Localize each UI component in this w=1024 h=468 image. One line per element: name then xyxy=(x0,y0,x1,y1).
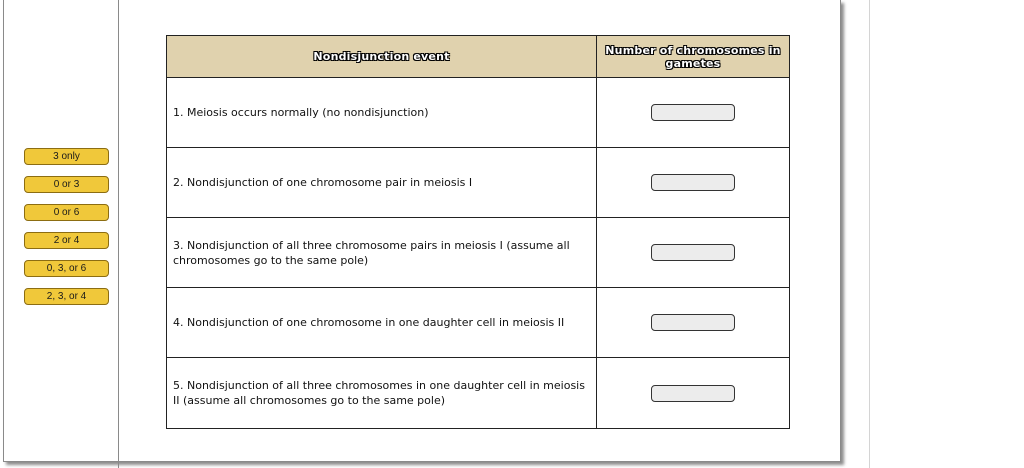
answer-cell xyxy=(597,288,789,358)
nondisjunction-table xyxy=(166,35,790,429)
answer-cell xyxy=(597,148,789,218)
answer-drop-target[interactable] xyxy=(651,244,735,261)
event-cell: 3. Nondisjunction of all three chromosome pairs in meiosis I (assume all chromosomes go to the same pole) xyxy=(167,218,597,288)
event-cell: 4. Nondisjunction of one chromosome in one daughter cell in meiosis II xyxy=(167,288,597,358)
answer-chip[interactable]: 0 or 6 xyxy=(24,204,109,221)
sidebar-divider xyxy=(118,0,119,468)
answer-cell xyxy=(597,358,789,428)
answer-chip[interactable]: 2 or 4 xyxy=(24,232,109,249)
answer-cell xyxy=(597,218,789,288)
right-rule xyxy=(869,0,870,468)
answer-cell xyxy=(597,78,789,148)
answer-bank xyxy=(24,148,109,316)
answer-drop-target[interactable] xyxy=(651,174,735,191)
answer-chip[interactable]: 0 or 3 xyxy=(24,176,109,193)
answer-drop-target[interactable] xyxy=(651,104,735,121)
event-cell: 2. Nondisjunction of one chromosome pair in meiosis I xyxy=(167,148,597,218)
header-event: Nondisjunction event xyxy=(167,36,597,78)
answer-chip[interactable]: 3 only xyxy=(24,148,109,165)
answer-drop-target[interactable] xyxy=(651,314,735,331)
answer-drop-target[interactable] xyxy=(651,385,735,402)
event-cell: 5. Nondisjunction of all three chromosomes in one daughter cell in meiosis II (assume all chromosomes go to the same pole) xyxy=(167,358,597,428)
answer-chip[interactable]: 2, 3, or 4 xyxy=(24,288,109,305)
header-chromosome-count: Number of chromosomes in gametes xyxy=(597,36,789,78)
answer-chip[interactable]: 0, 3, or 6 xyxy=(24,260,109,277)
event-cell: 1. Meiosis occurs normally (no nondisjunction) xyxy=(167,78,597,148)
